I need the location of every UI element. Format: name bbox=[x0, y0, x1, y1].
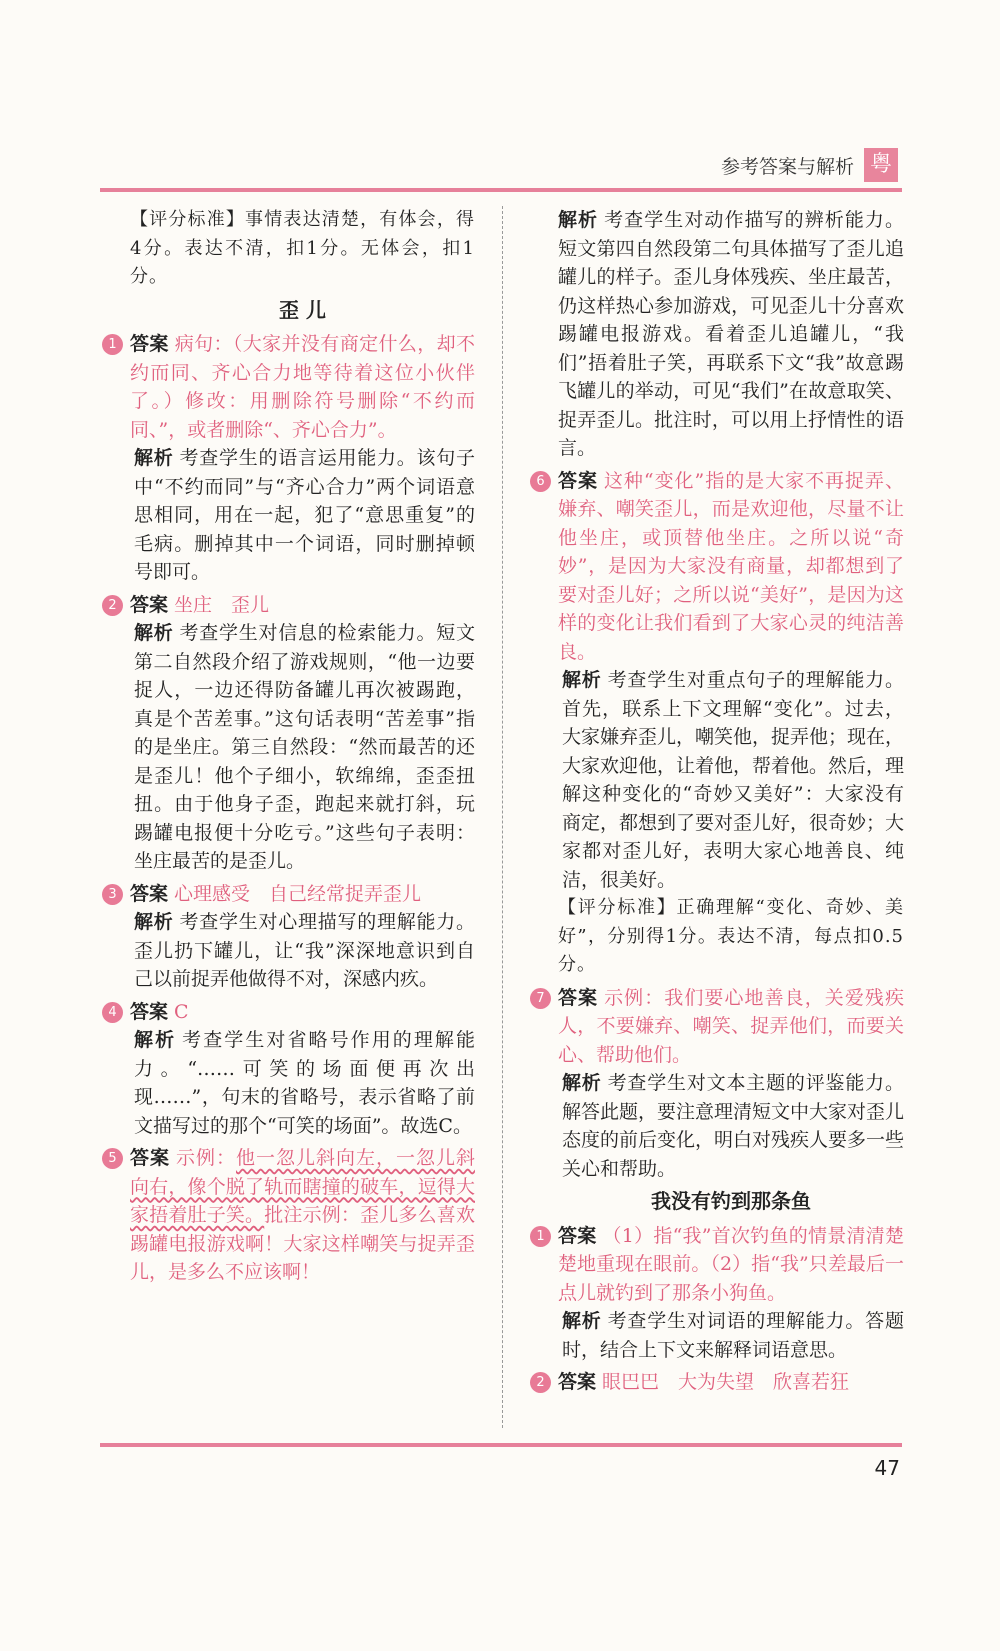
analysis-tag: 解析 bbox=[134, 447, 174, 469]
answer-tag: 答案 bbox=[130, 593, 169, 616]
question-item bbox=[536, 984, 905, 1184]
answer-tag: 答案 bbox=[130, 1000, 169, 1023]
answer-text: （1）指“我”首次钓鱼的情景清清楚楚地重现在眼前。（2）指“我”只差最后一点儿就钓到了那条小狗鱼。 bbox=[558, 1224, 904, 1304]
question-number: 1 bbox=[530, 1226, 551, 1247]
question-number: 5 bbox=[102, 1148, 123, 1169]
answer-tag: 答案 bbox=[130, 333, 169, 355]
analysis-tag: 解析 bbox=[134, 911, 174, 933]
question-number: 2 bbox=[530, 1372, 551, 1393]
question-item bbox=[536, 1368, 904, 1397]
page-number: 47 bbox=[874, 1456, 900, 1480]
bottom-rule bbox=[100, 1443, 902, 1447]
column-divider bbox=[502, 206, 504, 1428]
answer-text: 坐庄 歪儿 bbox=[174, 593, 270, 616]
answer-tag: 答案 bbox=[130, 882, 169, 905]
left-column bbox=[108, 206, 475, 1287]
question-number: 2 bbox=[102, 595, 123, 616]
analysis-text: 考查学生对动作描写的辨析能力。短文第四自然段第二句具体描写了歪儿追罐儿的样子。歪儿身体残疾、坐庄最苦，仍这样热心参加游戏，可见歪儿十分喜欢踢罐电报游戏。看着歪儿追罐儿，“我们”捂着肚子笑，再联系下文“我”故意踢飞罐儿的举动，可见“我们”在故意取笑、捉弄歪儿。批注时，可以用上抒情性的语言。 bbox=[558, 209, 904, 459]
question-item bbox=[536, 1222, 904, 1365]
question-number: 4 bbox=[102, 1002, 123, 1023]
answer-text: 病句：（大家并没有商定什么，却不约而同、齐心合力地等待着这位小伙伴了。）修改：用删除符号删除“不约而同、”，或者删除“、齐心合力”。 bbox=[130, 333, 475, 441]
analysis-tag: 解析 bbox=[562, 1072, 602, 1094]
answer-text: 这种“变化”指的是大家不再捉弄、嫌弃、嘲笑歪儿，而是欢迎他，尽量不让他坐庄，或顶替他坐庄。之所以说“奇妙”，是因为大家没有商量，却都想到了要对歪儿好；之所以说“美好”，是因为这样的变化让我们看到了大家心灵的纯洁善良。 bbox=[558, 469, 904, 663]
question-item bbox=[108, 330, 475, 587]
answer-tag: 答案 bbox=[558, 1224, 597, 1247]
answer-text: C bbox=[174, 1000, 189, 1023]
analysis-text: 考查学生对信息的检索能力。短文第二自然段介绍了游戏规则，“他一边要捉人，一边还得防备罐儿再次被踢跑，真是个苦差事。”这句话表明“苦差事”指的是坐庄。第三自然段：“然而最苦的还是歪儿！他个子细小，软绵绵，歪歪扭扭。由于他身子歪，跑起来就打斜，玩踢罐电报便十分吃亏。”这些句子表明：坐庄最苦的是歪儿。 bbox=[134, 622, 475, 872]
header-badge: 粤 bbox=[864, 148, 898, 182]
answer-text: 示例：我们要心地善良，关爱残疾人，不要嫌弃、嘲笑、捉弄他们，而要关心、帮助他们。 bbox=[558, 986, 904, 1066]
answer-annotation: 批注示例：歪儿多么喜欢踢罐电报游戏啊！大家这样嘲笑与捉弄歪儿，是多么不应该啊！ bbox=[130, 1204, 475, 1283]
answer-tag: 答案 bbox=[130, 1147, 170, 1169]
answer-tag: 答案 bbox=[558, 469, 598, 492]
page-header bbox=[100, 148, 900, 188]
analysis-text: 考查学生对重点句子的理解能力。首先，联系上下文理解“变化”。过去，大家嫌弃歪儿，嘲笑他，捉弄他；现在，大家欢迎他，让着他，帮着他。然后，理解这种变化的“奇妙又美好”：大家没有商定，都想到了要对歪儿好，很奇妙；大家都对歪儿好，表明大家心地善良、纯洁，很美好。 bbox=[562, 669, 905, 891]
right-column bbox=[536, 206, 905, 1397]
scoring-standard: 【评分标准】事情表达清楚，有体会，得4分。表达不清，扣1分。无体会，扣1分。 bbox=[130, 209, 475, 287]
section-title: 我没有钓到那条鱼 bbox=[651, 1189, 811, 1213]
answer-wavy-text: 他一忽儿斜向左，一忽儿斜向右，像个脱了轨而瞎撞的破车，逗得大家捂着肚子笑。 bbox=[130, 1147, 475, 1226]
question-number: 7 bbox=[530, 988, 551, 1009]
header-title: 参考答案与解析 bbox=[720, 156, 854, 178]
question-number: 1 bbox=[102, 334, 123, 355]
question-number: 6 bbox=[530, 471, 551, 492]
analysis-text: 考查学生对心理描写的理解能力。歪儿扔下罐儿，让“我”深深地意识到自己以前捉弄他做得不对，深感内疚。 bbox=[134, 911, 475, 990]
analysis-text: 考查学生对词语的理解能力。答题时，结合上下文来解释词语意思。 bbox=[562, 1310, 904, 1361]
analysis-tag: 解析 bbox=[558, 209, 599, 231]
analysis-tag: 解析 bbox=[562, 1310, 602, 1332]
answer-text: 眼巴巴 大为失望 欣喜若狂 bbox=[602, 1371, 850, 1393]
question-item bbox=[108, 591, 475, 876]
question-item bbox=[108, 998, 475, 1141]
question-item bbox=[536, 467, 905, 980]
analysis-tag: 解析 bbox=[134, 622, 174, 644]
analysis-text: 考查学生的语言运用能力。该句子中“不约而同”与“齐心合力”两个词语意思相同，用在一起，犯了“意思重复”的毛病。删掉其中一个词语，同时删掉顿号即可。 bbox=[134, 447, 475, 583]
section-title: 歪 儿 bbox=[279, 297, 326, 322]
answer-text: 心理感受 自己经常捉弄歪儿 bbox=[174, 882, 422, 905]
top-rule bbox=[100, 188, 902, 192]
question-item bbox=[108, 880, 475, 994]
answer-tag: 答案 bbox=[558, 1371, 597, 1393]
question-item bbox=[108, 1144, 475, 1287]
analysis-tag: 解析 bbox=[562, 669, 602, 691]
answer-prefix: 示例： bbox=[176, 1147, 236, 1169]
analysis-text: 考查学生对省略号作用的理解能力。“……可笑的场面便再次出现……”，句末的省略号，表示省略了前文描写过的那个“可笑的场面”。故选C。 bbox=[134, 1029, 475, 1137]
answer-tag: 答案 bbox=[558, 986, 599, 1009]
scoring-standard: 【评分标准】正确理解“变化、奇妙、美好”，分别得1分。表达不清，每点扣0.5分。 bbox=[558, 897, 904, 975]
analysis-tag: 解析 bbox=[134, 1029, 177, 1051]
question-number: 3 bbox=[102, 884, 123, 905]
analysis-text: 考查学生对文本主题的评鉴能力。解答此题，要注意理清短文中大家对歪儿态度的前后变化，明白对残疾人要多一些关心和帮助。 bbox=[562, 1072, 905, 1180]
